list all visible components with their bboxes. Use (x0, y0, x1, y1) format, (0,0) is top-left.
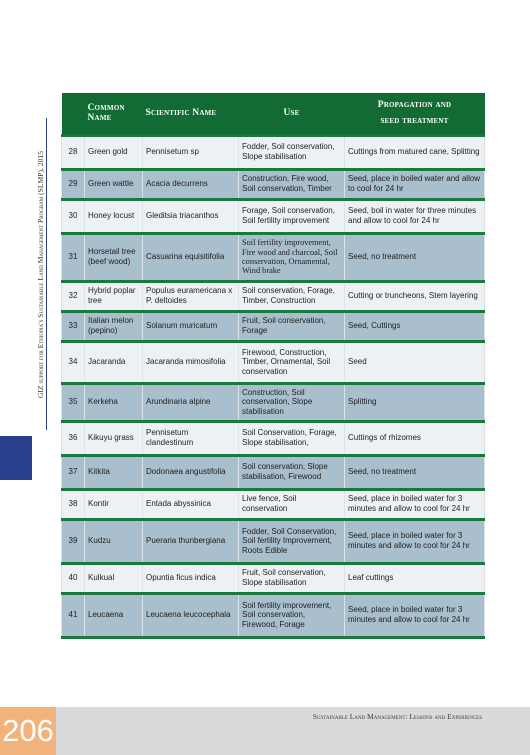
table-row (62, 341, 485, 383)
row-common-name: Green wattle (85, 169, 143, 199)
row-use: Fruit, Soil conservation, Slope stabilisation (239, 563, 345, 593)
row-propagation: Seed, no treatment (345, 455, 485, 489)
row-common-name: Horsetail tree (beef wood) (85, 233, 143, 281)
footer-running-title: Sustainable Land Management: Lessons and Experiences (312, 712, 482, 721)
row-number: 32 (62, 281, 85, 311)
side-running-title (34, 120, 46, 430)
row-scientific-name: Pueraria thunbergiana (143, 519, 239, 563)
table-row (62, 311, 485, 341)
row-use: Soil fertility improvement, Soil conservation, Firewood, Forage (239, 593, 345, 637)
row-number: 40 (62, 563, 85, 593)
row-scientific-name: Pennisetum sp (143, 135, 239, 169)
header-number (62, 93, 85, 135)
row-propagation: Cuttings from matured cane, Splitting (345, 135, 485, 169)
row-use: Soil conservation, Forage, Timber, Construction (239, 281, 345, 311)
row-common-name: Hybrid poplar tree (85, 281, 143, 311)
table-header-row (62, 93, 485, 135)
table-row (62, 455, 485, 489)
page-number-box (0, 707, 56, 755)
table-row (62, 489, 485, 519)
header-scientific-name: Scientific Name (143, 93, 239, 135)
row-number: 28 (62, 135, 85, 169)
row-number: 36 (62, 421, 85, 455)
row-number: 41 (62, 593, 85, 637)
table-row (62, 281, 485, 311)
table-row (62, 169, 485, 199)
row-scientific-name: Arundinaria alpine (143, 383, 239, 421)
header-propagation-line1: Propagation and (377, 100, 452, 111)
row-use: Fruit, Soil conservation, Forage (239, 311, 345, 341)
row-propagation: Cutting or truncheons, Stem layering (345, 281, 485, 311)
row-propagation: Seed, Cuttings (345, 311, 485, 341)
row-scientific-name: Casuarina equisitifolia (143, 233, 239, 281)
row-common-name: Kulkual (85, 563, 143, 593)
row-use: Construction, Soil conservation, Slope stabilisation (239, 383, 345, 421)
row-scientific-name: Opuntia ficus indica (143, 563, 239, 593)
table-row (62, 593, 485, 637)
row-scientific-name: Pennisetum clandestinum (143, 421, 239, 455)
row-propagation: Leaf cuttings (345, 563, 485, 593)
row-propagation: Seed, place in boiled water for 3 minutes and allow to cool for 24 hr (345, 519, 485, 563)
row-propagation: Seed, place in boiled water and allow to cool for 24 hr (345, 169, 485, 199)
row-common-name: Green gold (85, 135, 143, 169)
row-propagation: Cuttings of rhizomes (345, 421, 485, 455)
row-common-name: Italian melon (pepino) (85, 311, 143, 341)
row-number: 39 (62, 519, 85, 563)
header-propagation (345, 93, 485, 135)
row-number: 34 (62, 341, 85, 383)
table-row (62, 383, 485, 421)
species-table (61, 93, 485, 639)
row-use: Soil Conservation, Forage, Slope stabilisation, (239, 421, 345, 455)
side-color-block (0, 436, 32, 480)
table-row (62, 199, 485, 233)
row-use: Firewood, Construction, Timber, Ornamental, Soil conservation (239, 341, 345, 383)
row-common-name: Leucaena (85, 593, 143, 637)
row-common-name: Kitkita (85, 455, 143, 489)
row-common-name: Kerkeha (85, 383, 143, 421)
row-common-name: Honey locust (85, 199, 143, 233)
row-scientific-name: Gleditsia triacanthos (143, 199, 239, 233)
row-propagation: Seed (345, 341, 485, 383)
row-number: 37 (62, 455, 85, 489)
row-scientific-name: Acacia decurrens (143, 169, 239, 199)
header-propagation-line2: seed treatment (380, 116, 449, 127)
row-number: 38 (62, 489, 85, 519)
row-number: 35 (62, 383, 85, 421)
table-row (62, 519, 485, 563)
row-scientific-name: Solanum muricatum (143, 311, 239, 341)
table-row (62, 233, 485, 281)
row-use: Construction, Fire wood, Soil conservation, Timber (239, 169, 345, 199)
row-common-name: Kudzu (85, 519, 143, 563)
row-propagation: Seed, place in boiled water for 3 minutes and allow to cool for 24 hr (345, 489, 485, 519)
species-table-wrapper (61, 93, 484, 639)
row-number: 33 (62, 311, 85, 341)
row-propagation: Seed, boil in water for three minutes and allow to cool for 24 hr (345, 199, 485, 233)
row-scientific-name: Dodonaea angustifolia (143, 455, 239, 489)
row-scientific-name: Populus euramericana x P. deltoides (143, 281, 239, 311)
row-propagation: Seed, no treatment (345, 233, 485, 281)
header-use: Use (239, 93, 345, 135)
row-use: Forage, Soil conservation, Soil fertility improvement (239, 199, 345, 233)
row-number: 30 (62, 199, 85, 233)
side-running-title-text: GIZ support for Ethiopia's Sustainable Land Management Program (SLMP), 2015 (35, 151, 45, 399)
side-rule (46, 118, 47, 430)
row-common-name: Jacaranda (85, 341, 143, 383)
table-row (62, 135, 485, 169)
table-row (62, 563, 485, 593)
row-number: 29 (62, 169, 85, 199)
row-use: Fodder, Soil Conservation, Soil fertility Improvement, Roots Edible (239, 519, 345, 563)
row-common-name: Kontir (85, 489, 143, 519)
row-scientific-name: Jacaranda mimosifolia (143, 341, 239, 383)
row-propagation: Seed, place in boiled water for 3 minutes and allow to cool for 24 hr (345, 593, 485, 637)
row-common-name: Kikuyu grass (85, 421, 143, 455)
page-number: 206 (2, 713, 54, 748)
row-number: 31 (62, 233, 85, 281)
row-scientific-name: Entada abyssinica (143, 489, 239, 519)
row-propagation: Splitting (345, 383, 485, 421)
header-common-name: Common Name (85, 93, 143, 135)
row-use: Soil conservation, Slope stabilisation, Firewood (239, 455, 345, 489)
table-row (62, 421, 485, 455)
row-use: Fodder, Soil conservation, Slope stabilisation (239, 135, 345, 169)
row-use: Soil fertility improvement, Fire wood and charcoal, Soil conservation, Ornamental, Wind brake (239, 233, 345, 281)
row-use: Live fence, Soil conservation (239, 489, 345, 519)
row-scientific-name: Leucaena leucocephala (143, 593, 239, 637)
